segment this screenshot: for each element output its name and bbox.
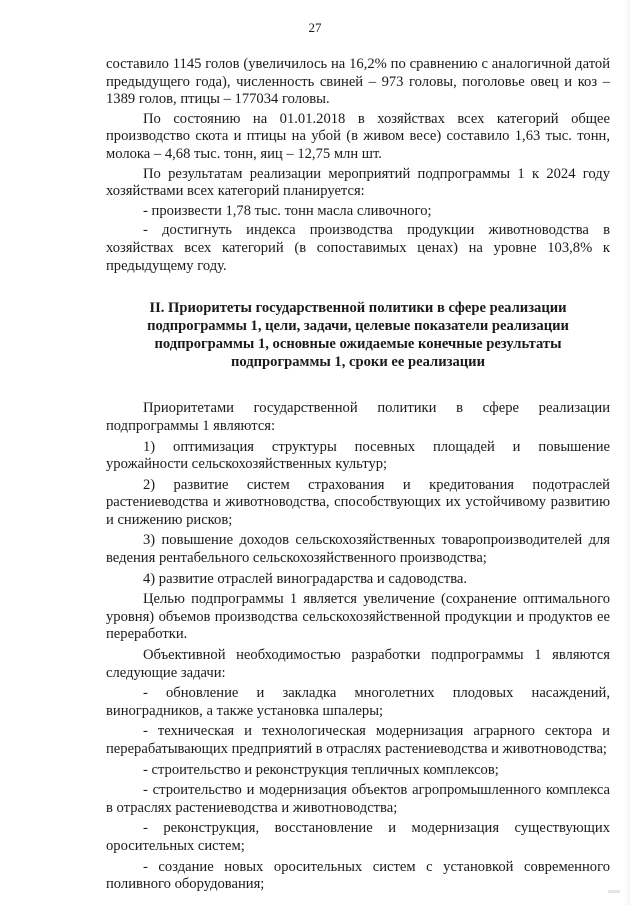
task-item-new-irrigation: - создание новых оросительных систем с установкой современного поливного оборудования; [106, 858, 610, 893]
paragraph-tasks-intro: Объективной необходимостью разработки подпрограммы 1 являются следующие задачи: [106, 647, 610, 681]
task-item-modernization: - техническая и технологическая модернизация аграрного сектора и перерабатывающих предприятий в отраслях растениеводства и животноводства; [106, 723, 610, 757]
paragraph-production-2018: По состоянию на 01.01.2018 в хозяйствах всех категорий общее производство скота и птицы на убой (в живом весе) составило 1,63 тыс. тонн, молока – 4,68 тыс. тонн, яиц – 12,75 млн шт. [106, 110, 610, 162]
priority-item-2: 2) развитие систем страхования и кредитования подотраслей растениеводства и животноводства, способствующих их устойчивому развитию и снижению рисков; [106, 476, 610, 528]
scan-artifact [608, 890, 620, 893]
task-item-agro-objects: - строительство и модернизация объектов агропромышленного комплекса в отраслях растениеводства и животноводства; [106, 782, 610, 816]
page-edge-shadow [624, 0, 630, 905]
priority-item-1: 1) оптимизация структуры посевных площадей и повышение урожайности сельскохозяйственных культур; [106, 438, 610, 473]
task-item-irrigation-reconstruction: - реконструкция, восстановление и модернизация существующих оросительных систем; [106, 820, 610, 854]
paragraph-goal: Целью подпрограммы 1 является увеличение (сохранение оптимального уровня) объемов производства сельскохозяйственной продукции и продуктов ее переработки. [106, 591, 610, 643]
list-item-butter: - произвести 1,78 тыс. тонн масла сливочного; [143, 202, 432, 219]
task-item-orchards: - обновление и закладка многолетних плодовых насаждений, виноградников, а также установка шпалеры; [106, 685, 610, 719]
paragraph-livestock-continuation: составило 1145 голов (увеличилось на 16,2% по сравнению с аналогичной датой предыдущего года), численность свиней – 973 головы, поголовье овец и коз – 1389 голов, птицы – 177034 головы. [106, 56, 610, 108]
page-body [106, 56, 610, 894]
section-heading: II. Приоритеты государственной политики в сфере реализации подпрограммы 1, цели, задачи, целевые показатели реализации подпрограммы 1, основные ожидаемые конечные результаты подпрограммы 1, сроки ее реализации [147, 300, 569, 370]
priority-item-3: 3) повышение доходов сельскохозяйственных товаропроизводителей для ведения рентабельного сельскохозяйственного производства; [106, 532, 610, 567]
paragraph-priorities-intro: Приоритетами государственной политики в сфере реализации подпрограммы 1 являются: [106, 400, 610, 434]
page-number: 27 [308, 20, 322, 35]
priority-item-4: 4) развитие отраслей виноградарства и садоводства. [143, 570, 468, 587]
task-item-greenhouses: - строительство и реконструкция тепличных комплексов; [143, 761, 499, 778]
list-item-livestock-index: - достигнуть индекса производства продукции животноводства в хозяйствах всех категорий (в сопоставимых ценах) на уровне 103,8% к предыдущему году. [106, 222, 610, 274]
paragraph-plans-2024: По результатам реализации мероприятий подпрограммы 1 к 2024 году хозяйствами всех категорий планируется: [106, 165, 610, 200]
